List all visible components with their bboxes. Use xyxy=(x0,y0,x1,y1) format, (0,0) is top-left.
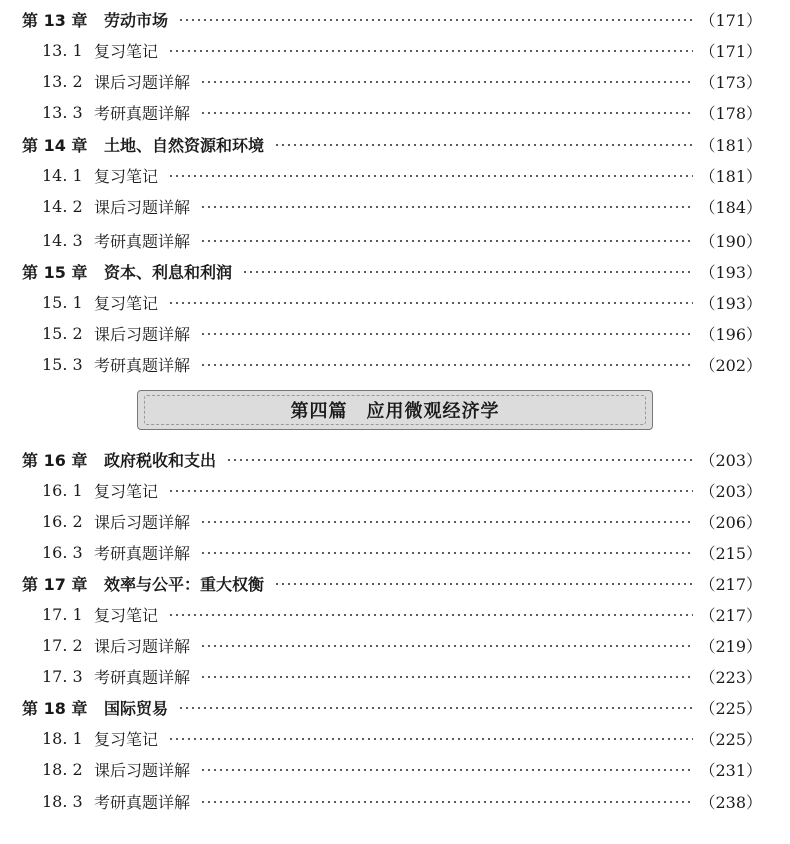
page-number: （193） xyxy=(699,262,762,282)
dot-leader xyxy=(168,50,693,52)
toc-section-entry[interactable] xyxy=(0,162,790,188)
chapter-number: 第 15 章 xyxy=(22,262,88,282)
chapter-title: 土地、自然资源和环境 xyxy=(104,135,265,155)
page-number: （217） xyxy=(699,605,762,625)
chapter-title: 政府税收和支出 xyxy=(104,450,217,470)
chapter-number: 第 16 章 xyxy=(22,450,88,470)
dot-leader xyxy=(168,614,693,616)
toc-section-entry[interactable] xyxy=(0,37,790,63)
section-title: 复习笔记 xyxy=(94,481,159,501)
toc-section-entry[interactable] xyxy=(0,351,790,377)
toc-section-entry[interactable] xyxy=(0,663,790,689)
toc-section-entry[interactable] xyxy=(0,788,790,814)
section-number: 17. 3 xyxy=(42,666,83,686)
toc-chapter-entry[interactable] xyxy=(0,6,790,32)
page-number: （173） xyxy=(699,72,762,92)
page-number: （225） xyxy=(699,698,762,718)
dot-leader xyxy=(200,645,693,647)
section-number: 18. 3 xyxy=(42,791,83,811)
section-number: 14. 1 xyxy=(42,165,83,185)
dot-leader xyxy=(178,707,693,709)
section-title: 考研真题详解 xyxy=(94,792,191,812)
page-number: （203） xyxy=(699,450,762,470)
page-number: （181） xyxy=(699,135,762,155)
section-number: 15. 3 xyxy=(42,354,83,374)
toc-section-entry[interactable] xyxy=(0,68,790,94)
section-title: 复习笔记 xyxy=(94,41,159,61)
dot-leader xyxy=(200,81,693,83)
toc-chapter-entry[interactable] xyxy=(0,446,790,472)
section-title: 考研真题详解 xyxy=(94,543,191,563)
dot-leader xyxy=(168,302,693,304)
chapter-number: 第 17 章 xyxy=(22,574,88,594)
section-title: 课后习题详解 xyxy=(94,512,191,532)
toc-section-entry[interactable] xyxy=(0,477,790,503)
toc-section-entry[interactable] xyxy=(0,756,790,782)
toc-chapter-entry[interactable] xyxy=(0,694,790,720)
toc-section-entry[interactable] xyxy=(0,320,790,346)
toc-section-entry[interactable] xyxy=(0,632,790,658)
section-number: 17. 1 xyxy=(42,604,83,624)
chapter-title: 劳动市场 xyxy=(104,10,169,30)
dot-leader xyxy=(178,19,693,21)
toc-section-entry[interactable] xyxy=(0,289,790,315)
section-title: 课后习题详解 xyxy=(94,197,191,217)
page-number: （206） xyxy=(699,512,762,532)
section-number: 16. 2 xyxy=(42,511,83,531)
section-number: 15. 1 xyxy=(42,292,83,312)
page-number: （217） xyxy=(699,574,762,594)
section-title: 课后习题详解 xyxy=(94,324,191,344)
dot-leader xyxy=(168,738,693,740)
toc-section-entry[interactable] xyxy=(0,601,790,627)
page-number: （203） xyxy=(699,481,762,501)
page-number: （215） xyxy=(699,543,762,563)
section-title: 复习笔记 xyxy=(94,605,159,625)
dot-leader xyxy=(242,271,693,273)
dot-leader xyxy=(200,801,693,803)
chapter-number: 第 14 章 xyxy=(22,135,88,155)
page-number: （196） xyxy=(699,324,762,344)
section-number: 13. 3 xyxy=(42,102,83,122)
dot-leader xyxy=(274,144,693,146)
section-title: 复习笔记 xyxy=(94,293,159,313)
section-title: 考研真题详解 xyxy=(94,103,191,123)
section-title: 复习笔记 xyxy=(94,166,159,186)
chapter-number: 第 18 章 xyxy=(22,698,88,718)
page-number: （171） xyxy=(699,41,762,61)
section-title: 课后习题详解 xyxy=(94,72,191,92)
toc-section-entry[interactable] xyxy=(0,227,790,253)
toc-section-entry[interactable] xyxy=(0,99,790,125)
section-number: 14. 3 xyxy=(42,230,83,250)
section-number: 17. 2 xyxy=(42,635,83,655)
section-number: 18. 2 xyxy=(42,759,83,779)
page-number: （178） xyxy=(699,103,762,123)
chapter-title: 资本、利息和利润 xyxy=(104,262,233,282)
dot-leader xyxy=(200,521,693,523)
section-title: 复习笔记 xyxy=(94,729,159,749)
page-number: （193） xyxy=(699,293,762,313)
page-number: （231） xyxy=(699,760,762,780)
part-title: 第四篇 应用微观经济学 xyxy=(290,401,500,422)
chapter-title: 效率与公平：重大权衡 xyxy=(104,574,265,594)
dot-leader xyxy=(200,552,693,554)
dot-leader xyxy=(200,676,693,678)
page-number: （223） xyxy=(699,667,762,687)
section-title: 考研真题详解 xyxy=(94,231,191,251)
toc-chapter-entry[interactable] xyxy=(0,258,790,284)
page-number: （184） xyxy=(699,197,762,217)
toc-chapter-entry[interactable] xyxy=(0,570,790,596)
section-number: 14. 2 xyxy=(42,196,83,216)
toc-section-entry[interactable] xyxy=(0,725,790,751)
dot-leader xyxy=(200,240,693,242)
toc-section-entry[interactable] xyxy=(0,508,790,534)
dot-leader xyxy=(168,490,693,492)
section-number: 13. 2 xyxy=(42,71,83,91)
dot-leader xyxy=(200,206,693,208)
dot-leader xyxy=(200,364,693,366)
section-title: 课后习题详解 xyxy=(94,760,191,780)
dot-leader xyxy=(226,459,693,461)
dot-leader xyxy=(168,175,693,177)
dot-leader xyxy=(200,333,693,335)
page-number: （171） xyxy=(699,10,762,30)
page-number: （190） xyxy=(699,231,762,251)
section-number: 18. 1 xyxy=(42,728,83,748)
section-title: 考研真题详解 xyxy=(94,355,191,375)
page-number: （225） xyxy=(699,729,762,749)
page-number: （219） xyxy=(699,636,762,656)
page-number: （181） xyxy=(699,166,762,186)
toc-section-entry[interactable] xyxy=(0,193,790,219)
page-number: （238） xyxy=(699,792,762,812)
section-title: 课后习题详解 xyxy=(94,636,191,656)
dot-leader xyxy=(274,583,693,585)
section-number: 15. 2 xyxy=(42,323,83,343)
chapter-title: 国际贸易 xyxy=(104,698,169,718)
part-banner xyxy=(137,390,653,430)
section-number: 16. 3 xyxy=(42,542,83,562)
section-number: 13. 1 xyxy=(42,40,83,60)
chapter-number: 第 13 章 xyxy=(22,10,88,30)
page-number: （202） xyxy=(699,355,762,375)
toc-chapter-entry[interactable] xyxy=(0,131,790,157)
toc-section-entry[interactable] xyxy=(0,539,790,565)
section-title: 考研真题详解 xyxy=(94,667,191,687)
dot-leader xyxy=(200,112,693,114)
dot-leader xyxy=(200,769,693,771)
section-number: 16. 1 xyxy=(42,480,83,500)
